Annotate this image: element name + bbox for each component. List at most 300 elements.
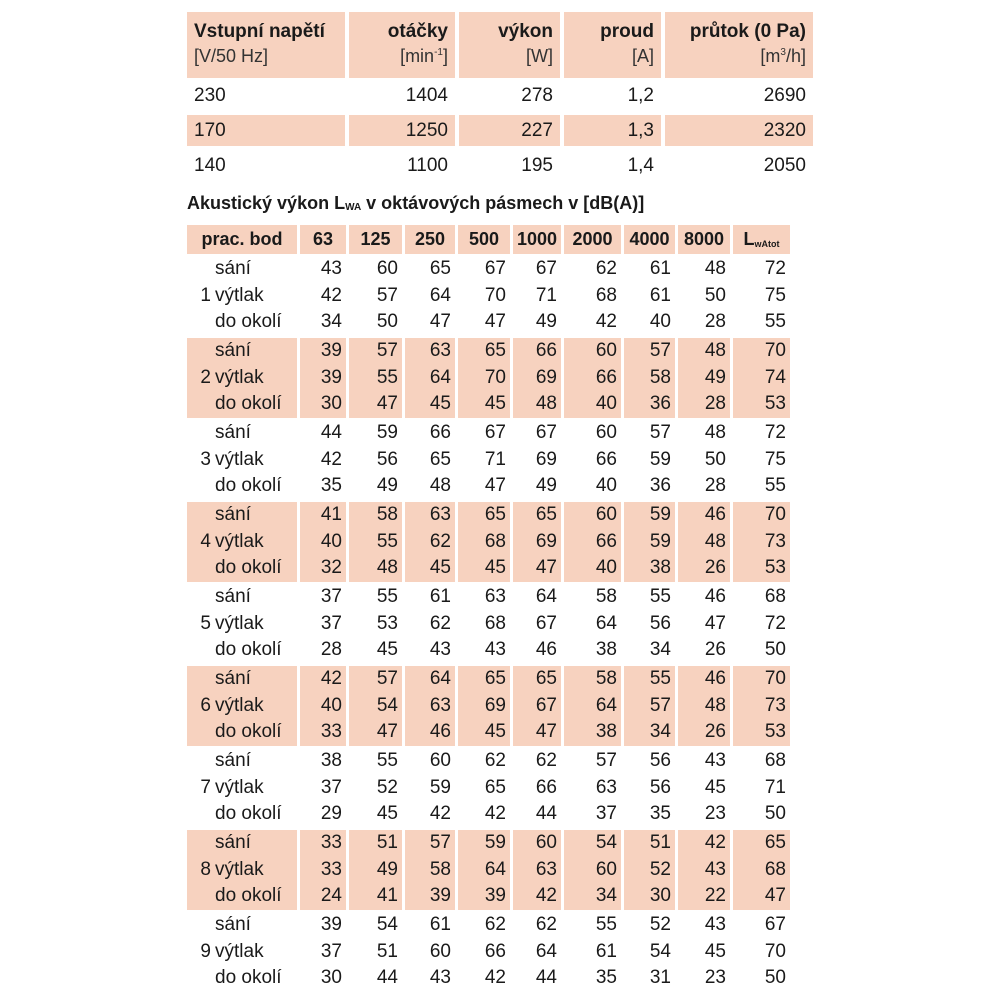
sound-power-value: 50 [764,803,786,825]
sound-power-value: 63 [595,776,617,798]
sound-power-value: 22 [704,885,726,907]
sound-power-value: 55 [595,914,617,935]
band-column [513,420,561,500]
band-column [513,830,561,910]
sound-power-value: 37 [320,612,342,634]
sound-power-value: 65 [484,340,506,361]
header-operating-point: prac. bod [187,225,297,254]
sound-power-value: 47 [376,393,398,415]
row-label: do okolí [215,721,282,743]
sound-power-value: 69 [484,694,506,716]
sound-power-value: 39 [320,340,342,361]
row-label: do okolí [215,885,282,907]
sound-power-value: 59 [484,832,506,853]
sound-power-value: 54 [595,832,617,853]
sound-power-value: 57 [376,284,398,306]
sound-power-value: 41 [376,885,398,907]
sound-power-value: 55 [649,668,671,689]
sound-power-value: 46 [704,586,726,607]
operating-point-number: 5 [200,613,211,634]
band-column [405,666,455,746]
band-column [624,830,675,910]
operating-point-group [187,420,813,500]
operating-point-number: 1 [200,285,211,306]
sound-power-value: 58 [595,668,617,689]
sound-power-value: 50 [376,311,398,333]
band-column [624,584,675,664]
header-flow-unit: $[m^3/h]$ [760,46,806,66]
header-band-1000: 1000 [513,225,561,254]
cell-power: 195 [521,155,553,176]
operating-point-number: 8 [200,859,211,880]
sound-power-value: 55 [764,311,786,333]
row-label: do okolí [215,557,282,579]
sound-power-value: 56 [649,750,671,771]
band-column [624,420,675,500]
sound-power-value: 44 [535,967,557,989]
band-column [513,912,561,992]
sound-power-value: 57 [376,668,398,689]
sound-power-value: 47 [535,721,557,743]
sound-power-value: 66 [484,940,506,962]
sound-power-value: 62 [535,914,557,935]
row-label: do okolí [215,967,282,989]
band-column [733,256,790,336]
sound-power-value: 50 [704,284,726,306]
operating-point-number: 3 [200,449,211,470]
sound-power-value: 60 [595,858,617,880]
sound-power-value: 42 [429,803,451,825]
sound-power-value: 28 [704,475,726,497]
band-column [458,830,510,910]
header-voltage [187,12,345,78]
band-column [405,748,455,828]
sound-power-value: 47 [484,475,506,497]
band-column [300,338,346,418]
sound-power-value: 64 [484,858,506,880]
operating-point-cell [187,912,297,992]
band-column [458,666,510,746]
sound-power-value: 75 [764,284,786,306]
sound-power-value: 57 [429,832,451,853]
band-column [300,748,346,828]
sound-power-value: 69 [535,530,557,552]
sound-power-value: 37 [320,776,342,798]
row-label: sání [215,586,251,607]
band-column [733,420,790,500]
band-column [733,502,790,582]
operating-point-group [187,338,813,418]
sound-power-value: 65 [484,504,506,525]
sound-power-value: 48 [429,475,451,497]
sound-power-value: 43 [704,750,726,771]
band-column [513,338,561,418]
sound-power-value: 52 [649,914,671,935]
cell-current: 1,2 [627,85,654,106]
sound-power-value: 52 [649,858,671,880]
sound-power-value: 71 [535,284,557,306]
sound-power-value: 49 [704,366,726,388]
sound-power-value: 47 [429,311,451,333]
operating-point-cell [187,748,297,828]
band-column [405,256,455,336]
sound-power-value: 66 [535,776,557,798]
cell-voltage: 140 [194,155,226,176]
sound-power-value: 55 [376,586,398,607]
sound-power-value: 55 [376,530,398,552]
operating-point-number: 2 [200,367,211,388]
band-column [349,748,402,828]
row-label: sání [215,914,251,935]
header-voltage-label: Vstupní napětí [194,21,325,42]
row-label: výtlak [215,940,264,962]
acoustic-table [187,225,813,992]
row-label: do okolí [215,393,282,415]
sound-power-value: 60 [595,504,617,525]
sound-power-value: 30 [320,393,342,415]
sound-power-value: 65 [764,832,786,853]
sound-power-value: 62 [429,530,451,552]
header-band-500: 500 [458,225,510,254]
sound-power-value: 28 [320,639,342,661]
sound-power-value: 60 [595,340,617,361]
cell-rpm: 1100 [407,155,448,176]
sound-power-value: 68 [484,530,506,552]
sound-power-value: 42 [320,448,342,470]
sound-power-value: 42 [320,284,342,306]
sound-power-value: 66 [535,340,557,361]
sound-power-value: 57 [649,340,671,361]
header-power [459,12,560,78]
header-current-unit: [A] [631,46,654,66]
sound-power-value: 40 [595,475,617,497]
sound-power-value: 51 [376,832,398,853]
sound-power-value: 69 [535,448,557,470]
sound-power-value: 61 [649,258,671,279]
sound-power-value: 68 [484,612,506,634]
band-column [564,912,621,992]
header-rpm-label: otáčky [387,21,448,42]
sound-power-value: 30 [320,967,342,989]
sound-power-value: 45 [704,776,726,798]
header-band-250: 250 [405,225,455,254]
sound-power-value: 48 [704,258,726,279]
header-rpm-unit: $[\min^{-1}]$ [400,46,448,66]
row-label: výtlak [215,694,264,716]
band-column [349,338,402,418]
sound-power-value: 70 [484,366,506,388]
table-row [187,115,813,148]
sound-power-value: 49 [376,475,398,497]
sound-power-value: 34 [595,885,617,907]
sound-power-value: 62 [535,750,557,771]
band-column [678,338,730,418]
band-column [349,584,402,664]
band-column [624,748,675,828]
band-column [349,912,402,992]
band-column [405,912,455,992]
band-column [733,912,790,992]
sound-power-value: 63 [429,340,451,361]
sound-power-value: 72 [764,258,786,279]
sound-power-value: 37 [320,586,342,607]
sound-power-value: 68 [764,858,786,880]
sound-power-value: 50 [764,967,786,989]
band-column [458,748,510,828]
operating-point-cell [187,256,297,336]
band-column [458,256,510,336]
operating-point-number: 6 [200,695,211,716]
performance-table-body [187,80,813,183]
band-column [678,420,730,500]
sound-power-value: 64 [535,940,557,962]
sound-power-value: 62 [484,914,506,935]
sound-power-value: 23 [704,803,726,825]
sound-power-value: 54 [649,940,671,962]
band-column [513,748,561,828]
cell-voltage: 230 [194,85,226,106]
row-label: do okolí [215,311,282,333]
sound-power-value: 56 [649,776,671,798]
sound-power-value: 42 [484,967,506,989]
sound-power-value: 60 [376,258,398,279]
sound-power-value: 40 [595,557,617,579]
cell-power: 227 [459,115,560,146]
sound-power-value: 66 [595,448,617,470]
sound-power-value: 64 [535,586,557,607]
cell-rpm: 1250 [349,115,455,146]
band-column [405,420,455,500]
row-label: výtlak [215,612,264,634]
row-label: sání [215,258,251,279]
sound-power-value: 51 [376,940,398,962]
sound-power-value: 69 [535,366,557,388]
band-column [458,420,510,500]
header-voltage-unit: [V/50 Hz] [194,46,269,66]
sound-power-value: 62 [484,750,506,771]
sound-power-value: 36 [649,393,671,415]
sound-power-value: 56 [376,448,398,470]
sound-power-value: 70 [764,668,786,689]
sound-power-value: 40 [649,311,671,333]
sound-power-value: 44 [320,422,342,443]
sound-power-value: 45 [484,721,506,743]
sound-power-value: 35 [320,475,342,497]
sound-power-value: 40 [320,530,342,552]
sound-power-value: 39 [429,885,451,907]
row-label: výtlak [215,366,264,388]
band-column [624,912,675,992]
sound-power-value: 43 [484,639,506,661]
band-column [678,748,730,828]
sound-power-value: 43 [320,258,342,279]
sound-power-value: 64 [429,366,451,388]
table-row [187,150,813,183]
sound-power-value: 64 [595,612,617,634]
sound-power-value: 39 [320,914,342,935]
sound-power-value: 40 [595,393,617,415]
band-column [349,502,402,582]
sound-power-value: 63 [429,694,451,716]
table-row [187,80,813,113]
sound-power-value: 67 [535,258,557,279]
sound-power-value: 65 [484,776,506,798]
operating-point-cell [187,584,297,664]
sound-power-value: 57 [595,750,617,771]
sound-power-value: 72 [764,422,786,443]
band-column [300,666,346,746]
sound-power-value: 46 [704,668,726,689]
sound-power-value: 38 [595,639,617,661]
band-column [564,830,621,910]
band-column [300,420,346,500]
sound-power-value: 46 [535,639,557,661]
operating-point-number: 9 [200,941,211,962]
sound-power-value: 29 [320,803,342,825]
band-column [349,256,402,336]
sound-power-value: 38 [320,750,342,771]
operating-point-group [187,830,813,910]
sound-power-value: 70 [484,284,506,306]
band-column [458,502,510,582]
sound-power-value: 67 [764,914,786,935]
sound-power-value: 61 [595,940,617,962]
band-column [624,338,675,418]
sound-power-value: 48 [704,340,726,361]
sound-power-value: 66 [429,422,451,443]
sound-power-value: 49 [535,475,557,497]
sound-power-value: 58 [376,504,398,525]
performance-table [187,12,813,183]
sound-power-value: 48 [704,530,726,552]
sound-power-value: 45 [376,639,398,661]
band-column [458,584,510,664]
band-column [513,666,561,746]
band-column [564,748,621,828]
sound-power-value: 45 [429,557,451,579]
sound-power-value: 49 [535,311,557,333]
sound-power-value: 59 [649,448,671,470]
sound-power-value: 26 [704,557,726,579]
sound-power-value: 37 [320,940,342,962]
operating-point-group [187,666,813,746]
acoustic-title: Akustický výkon $L_{WA}$ v oktávových pásmech v [dB(A)] [187,193,645,213]
sound-power-value: 73 [764,694,786,716]
sound-power-value: 33 [320,721,342,743]
sound-power-value: 45 [429,393,451,415]
band-column [405,584,455,664]
cell-current: 1,4 [627,155,654,176]
sound-power-value: 64 [595,694,617,716]
sound-power-value: 57 [376,340,398,361]
sound-power-value: 58 [649,366,671,388]
sound-power-value: 48 [376,557,398,579]
operating-point-cell [187,502,297,582]
sound-power-value: 39 [320,366,342,388]
sound-power-value: 70 [764,504,786,525]
band-column [458,912,510,992]
sound-power-value: 38 [649,557,671,579]
sound-power-value: 54 [376,694,398,716]
band-column [300,912,346,992]
sound-power-value: 26 [704,721,726,743]
sound-power-value: 53 [764,393,786,415]
sound-power-value: 68 [764,750,786,771]
band-column [300,502,346,582]
sound-power-value: 52 [376,776,398,798]
sound-power-value: 42 [595,311,617,333]
sound-power-value: 45 [484,393,506,415]
sound-power-value: 51 [649,832,671,853]
band-column [300,256,346,336]
band-column [564,502,621,582]
operating-point-number: 4 [200,531,211,552]
sound-power-value: 37 [595,803,617,825]
band-column [678,584,730,664]
sound-power-value: 35 [649,803,671,825]
band-column [458,338,510,418]
sound-power-value: 64 [429,284,451,306]
sound-power-value: 61 [429,586,451,607]
operating-point-number: 7 [200,777,211,798]
sound-power-value: 65 [535,668,557,689]
sound-power-value: 36 [649,475,671,497]
sound-power-value: 57 [649,694,671,716]
operating-point-cell [187,830,297,910]
band-column [405,338,455,418]
sound-power-value: 70 [764,340,786,361]
sound-power-value: 23 [704,967,726,989]
row-label: výtlak [215,776,264,798]
header-band-2000: 2000 [564,225,621,254]
sound-power-value: 33 [320,832,342,853]
sound-power-value: 75 [764,448,786,470]
cell-power: 278 [521,85,553,106]
sound-power-value: 55 [376,366,398,388]
band-column [564,666,621,746]
row-label: sání [215,832,251,853]
sound-power-value: 55 [649,586,671,607]
row-label: do okolí [215,475,282,497]
performance-table-header [187,12,813,78]
header-flow-label: průtok (0 Pa) [689,21,806,42]
sound-power-value: 43 [704,858,726,880]
header-band-125: 125 [349,225,402,254]
band-column [678,502,730,582]
sound-power-value: 71 [484,448,506,470]
sound-power-value: 64 [429,668,451,689]
sound-power-value: 60 [595,422,617,443]
band-column [405,830,455,910]
sound-power-value: 47 [704,612,726,634]
sound-power-value: 46 [429,721,451,743]
row-label: do okolí [215,639,282,661]
sound-power-value: 65 [429,448,451,470]
sound-power-value: 67 [484,422,506,443]
sound-power-value: 34 [649,639,671,661]
cell-flow: 2050 [763,155,806,176]
acoustic-table-header [187,225,813,254]
band-column [564,338,621,418]
sound-power-value: 67 [535,422,557,443]
sound-power-value: 74 [764,366,786,388]
sound-power-value: 66 [595,530,617,552]
header-total: $L_{wAtot}$ [733,225,790,254]
sound-power-value: 54 [376,914,398,935]
sound-power-value: 63 [535,858,557,880]
sound-power-value: 50 [704,448,726,470]
row-label: sání [215,668,251,689]
